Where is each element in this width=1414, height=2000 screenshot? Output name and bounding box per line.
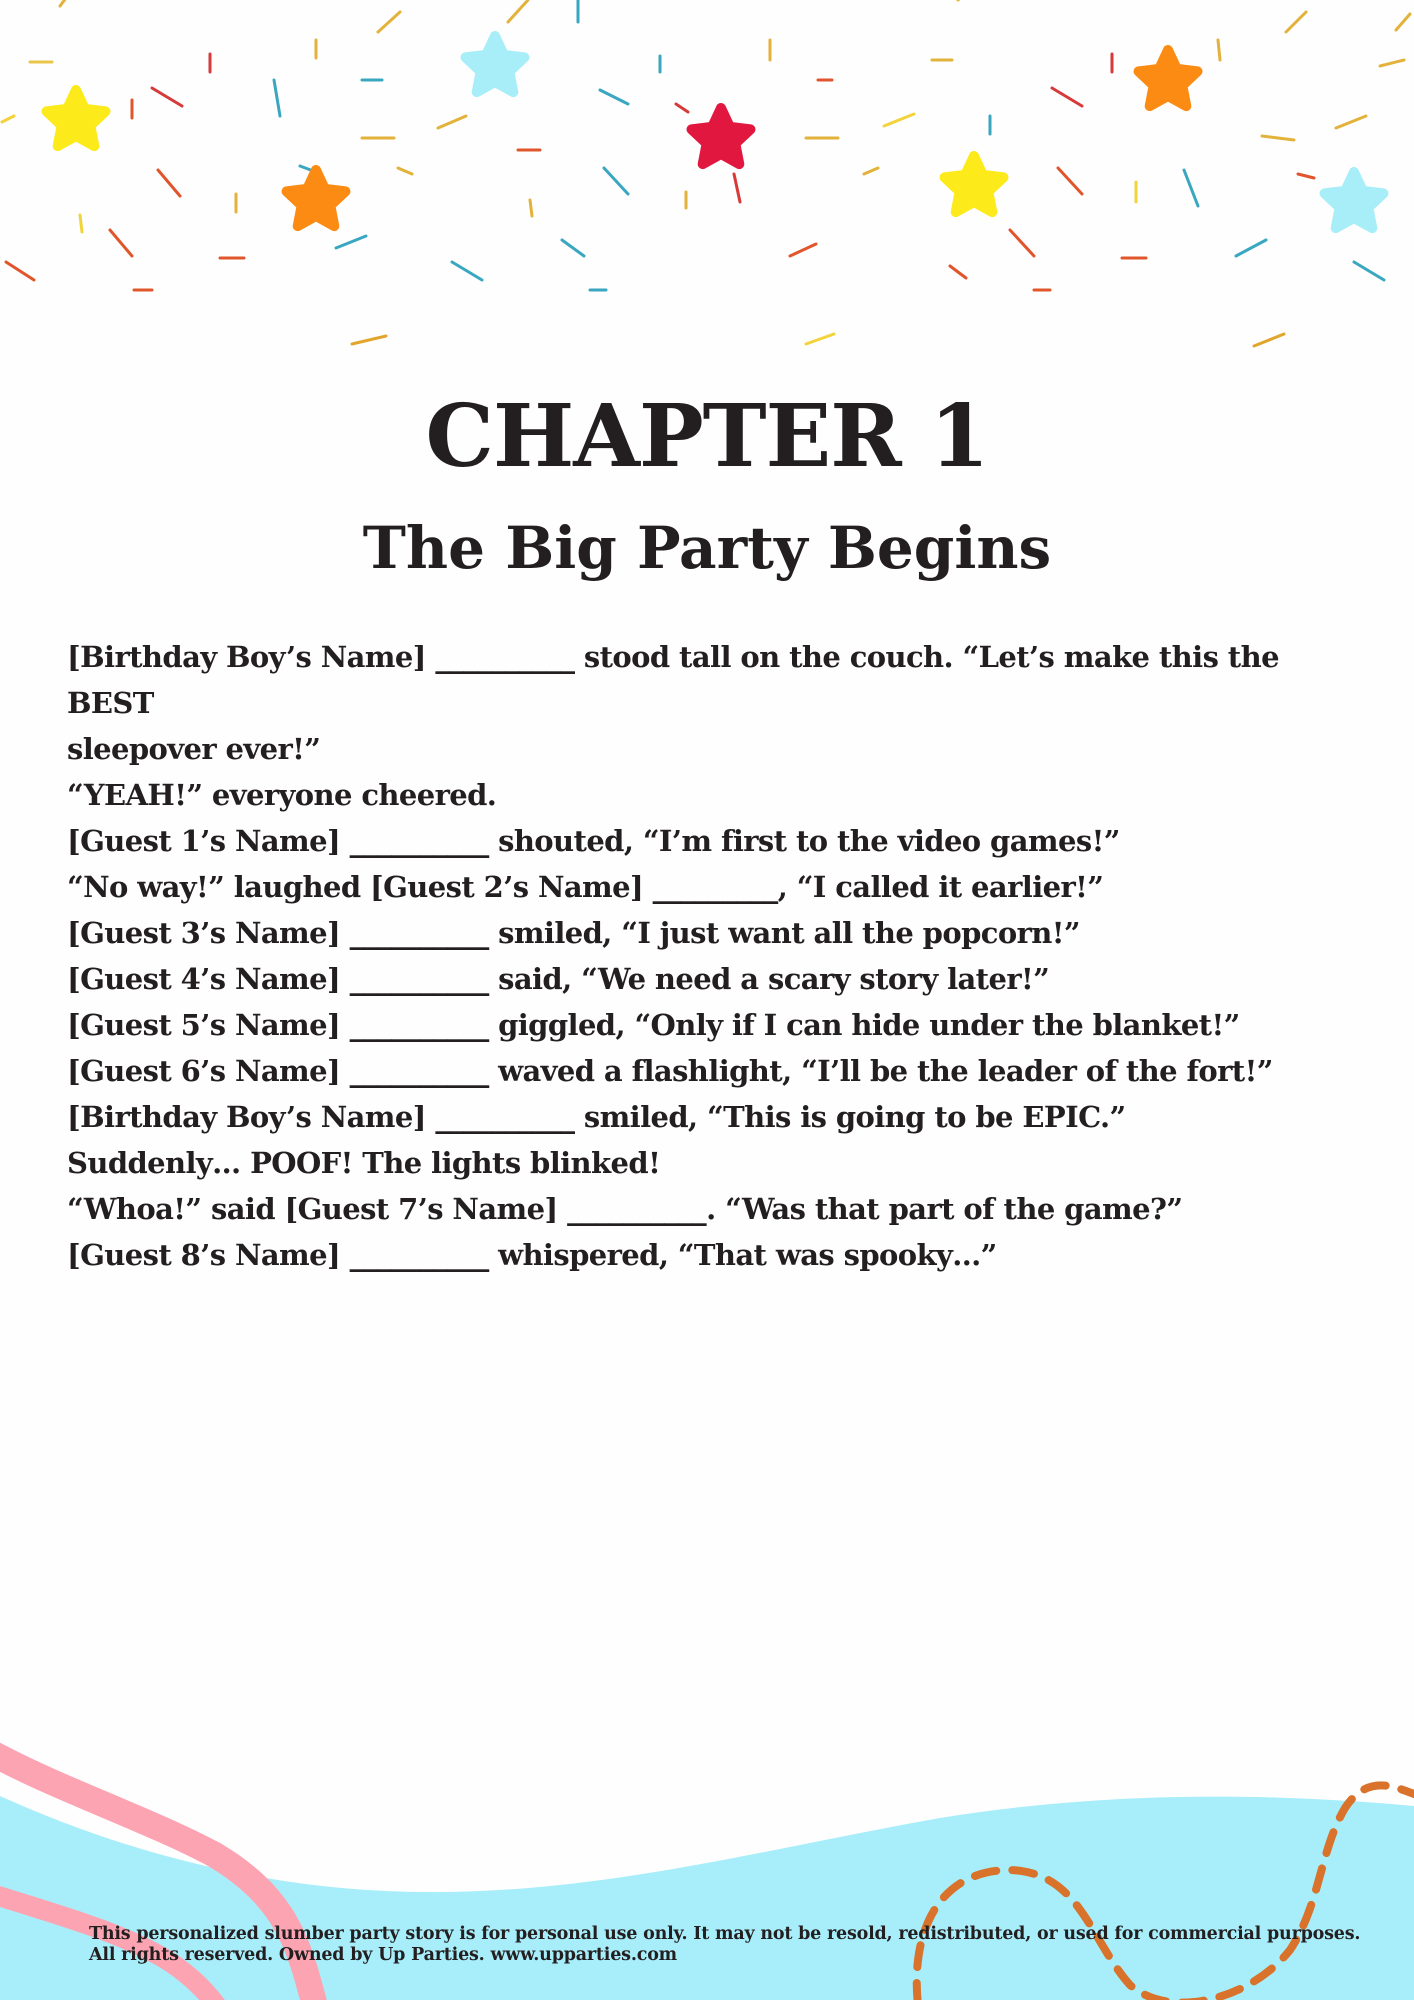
- footer-copyright: All rights reserved. Owned by Up Parties. www.upparties.com: [89, 1945, 677, 1965]
- footer-notice: [89, 1924, 1361, 1966]
- star-icon: [47, 90, 106, 146]
- stars: [47, 36, 1384, 228]
- chapter-subtitle: The Big Party Begins: [362, 514, 1052, 582]
- star-icon: [466, 36, 525, 92]
- story-line: [Birthday Boy’s Name] __________ stood tall on the couch. “Let’s make this the BEST: [67, 640, 1279, 720]
- story-line: sleepover ever!”: [67, 732, 321, 766]
- story-line: [Birthday Boy’s Name] __________ smiled, “This is going to be EPIC.”: [67, 1100, 1126, 1134]
- chapter-heading: CHAPTER 1: [425, 386, 989, 487]
- story-line: “No way!” laughed [Guest 2’s Name] _________, “I called it earlier!”: [67, 870, 1104, 904]
- story-line: [Guest 1’s Name] __________ shouted, “I’m first to the video games!”: [67, 824, 1120, 858]
- confetti-banner: [0, 0, 1414, 360]
- confetti-streaks: [2, 0, 1410, 346]
- star-icon: [945, 156, 1004, 212]
- star-icon: [1325, 172, 1384, 228]
- footer-usage-notice: This personalized slumber party story is for personal use only. It may not be resold, redistributed, or used for commercial purposes.: [89, 1924, 1361, 1944]
- story-line: [Guest 6’s Name] __________ waved a flashlight, “I’ll be the leader of the fort!”: [67, 1054, 1273, 1088]
- star-icon: [287, 170, 346, 226]
- story-line: [Guest 3’s Name] __________ smiled, “I just want all the popcorn!”: [67, 916, 1080, 950]
- star-icon: [1139, 50, 1198, 106]
- aqua-wave: [0, 1796, 1414, 2000]
- story-line: [Guest 8’s Name] __________ whispered, “That was spooky…”: [67, 1238, 997, 1272]
- story-line: “YEAH!” everyone cheered.: [67, 778, 497, 812]
- story-line: [Guest 4’s Name] __________ said, “We need a scary story later!”: [67, 962, 1050, 996]
- story-line: [Guest 5’s Name] __________ giggled, “Only if I can hide under the blanket!”: [67, 1008, 1240, 1042]
- story-line: Suddenly… POOF! The lights blinked!: [67, 1146, 661, 1180]
- story-line: “Whoa!” said [Guest 7’s Name] __________. “Was that part of the game?”: [67, 1192, 1183, 1226]
- story-body: [67, 634, 1357, 1278]
- star-icon: [692, 108, 751, 164]
